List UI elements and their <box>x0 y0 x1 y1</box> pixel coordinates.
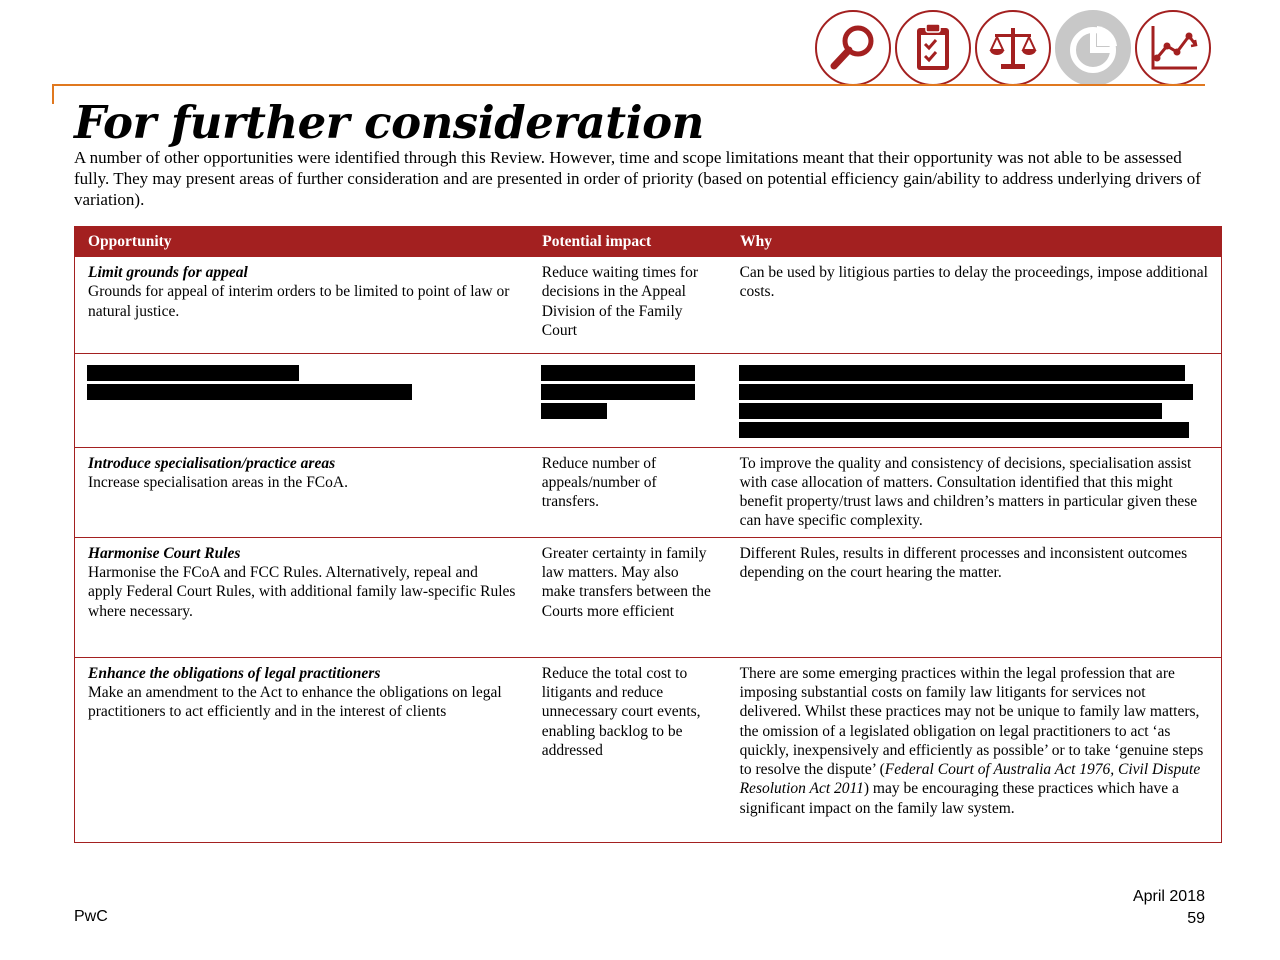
header-why: Why <box>727 226 1222 257</box>
why-cell <box>727 657 1222 842</box>
redaction-bar <box>87 365 299 381</box>
redaction-bar <box>739 422 1189 438</box>
redaction-bar <box>739 403 1162 419</box>
line-graph-icon <box>1135 10 1211 86</box>
page-number: 59 <box>1187 910 1205 927</box>
why-cell: To improve the quality and consistency of decisions, specialisation assist with case allocation of matters. Consultation identified that this might benefit property/trust laws and children’s matters in particular given these can have specific complexity. <box>727 447 1222 537</box>
redaction-bar <box>541 403 607 419</box>
impact-cell: Reduce the total cost to litigants and reduce unnecessary court events, enabling backlog to be addressed <box>529 657 727 842</box>
redacted-opportunity-cell <box>75 353 529 447</box>
header-rule <box>52 84 1205 86</box>
header-icons <box>815 10 1211 86</box>
impact-cell: Reduce waiting times for decisions in the Appeal Division of the Family Court <box>529 257 727 353</box>
header-opportunity: Opportunity <box>75 226 529 257</box>
why-text-pre: There are some emerging practices within the legal profession that are imposing substantial costs on family law litigants for services not delivered. Whilst these practices may not be unique to family law matters, the omission of a legislated obligation on legal practitioners to act ‘as quickly, inexpensively and efficiently as possible’ or to take ‘genuine steps to resolve the dispute’ ( <box>739 664 1204 779</box>
table-header-row <box>75 226 1222 257</box>
table-row <box>75 537 1222 657</box>
opportunity-description: Increase specialisation areas in the FCoA. <box>88 473 348 491</box>
opportunity-title: Harmonise Court Rules <box>88 544 241 562</box>
opportunity-title: Enhance the obligations of legal practitioners <box>88 664 381 682</box>
opportunity-cell <box>75 447 529 537</box>
why-cell: Different Rules, results in different processes and inconsistent outcomes depending on the court hearing the matter. <box>727 537 1222 657</box>
table-row <box>75 257 1222 353</box>
footer-brand: PwC <box>74 908 108 925</box>
redaction-bar <box>541 365 695 381</box>
redacted-row <box>75 353 1222 447</box>
opportunity-title: Introduce specialisation/practice areas <box>88 454 336 472</box>
opportunity-description: Grounds for appeal of interim orders to be limited to point of law or natural justice. <box>88 283 510 320</box>
footer-date: April 2018 <box>1132 888 1205 905</box>
opportunity-description: Harmonise the FCoA and FCC Rules. Alternatively, repeal and apply Federal Court Rules, with additional family law-specific Rules where necessary. <box>88 563 516 620</box>
redaction-bar <box>541 384 695 400</box>
opportunities-table <box>74 226 1222 843</box>
header-potential-impact: Potential impact <box>529 226 727 257</box>
scales-icon <box>975 10 1051 86</box>
why-text-post: ) may be encouraging these practices which have a significant impact on the family law system. <box>739 780 1179 817</box>
opportunity-title: Limit grounds for appeal <box>88 264 248 281</box>
table-row <box>75 657 1222 842</box>
footer-meta <box>1133 886 1205 930</box>
clipboard-checklist-icon <box>895 10 971 86</box>
opportunity-cell <box>75 537 529 657</box>
header-rule-tick <box>52 84 54 104</box>
opportunity-description: Make an amendment to the Act to enhance the obligations on legal practitioners to act efficiently and in the interest of clients <box>88 683 502 721</box>
redaction-bar <box>739 365 1185 381</box>
table-row <box>75 447 1222 537</box>
redacted-why-cell <box>727 353 1222 447</box>
intro-paragraph: A number of other opportunities were identified through this Review. However, time and scope limitations meant that their opportunity was not able to be assessed fully. They may present areas of further consideration and are presented in order of priority (based on potential efficiency gain/ability to address underlying drivers of variation). <box>74 148 1201 209</box>
magnifier-icon <box>815 10 891 86</box>
redaction-bar <box>739 384 1193 400</box>
why-text-acts: Federal Court of Australia Act 1976, Civil Dispute Resolution Act 2011 <box>739 761 1201 798</box>
opportunity-cell <box>75 657 529 842</box>
redacted-impact-cell <box>529 353 727 447</box>
pie-chart-icon <box>1055 10 1131 86</box>
page-title: For further consideration <box>74 96 704 149</box>
opportunity-cell <box>75 257 529 353</box>
impact-cell: Reduce number of appeals/number of transfers. <box>529 447 727 537</box>
redaction-bar <box>87 384 412 400</box>
impact-cell: Greater certainty in family law matters. May also make transfers between the Courts more efficient <box>529 537 727 657</box>
why-cell: Can be used by litigious parties to delay the proceedings, impose additional costs. <box>727 257 1222 353</box>
